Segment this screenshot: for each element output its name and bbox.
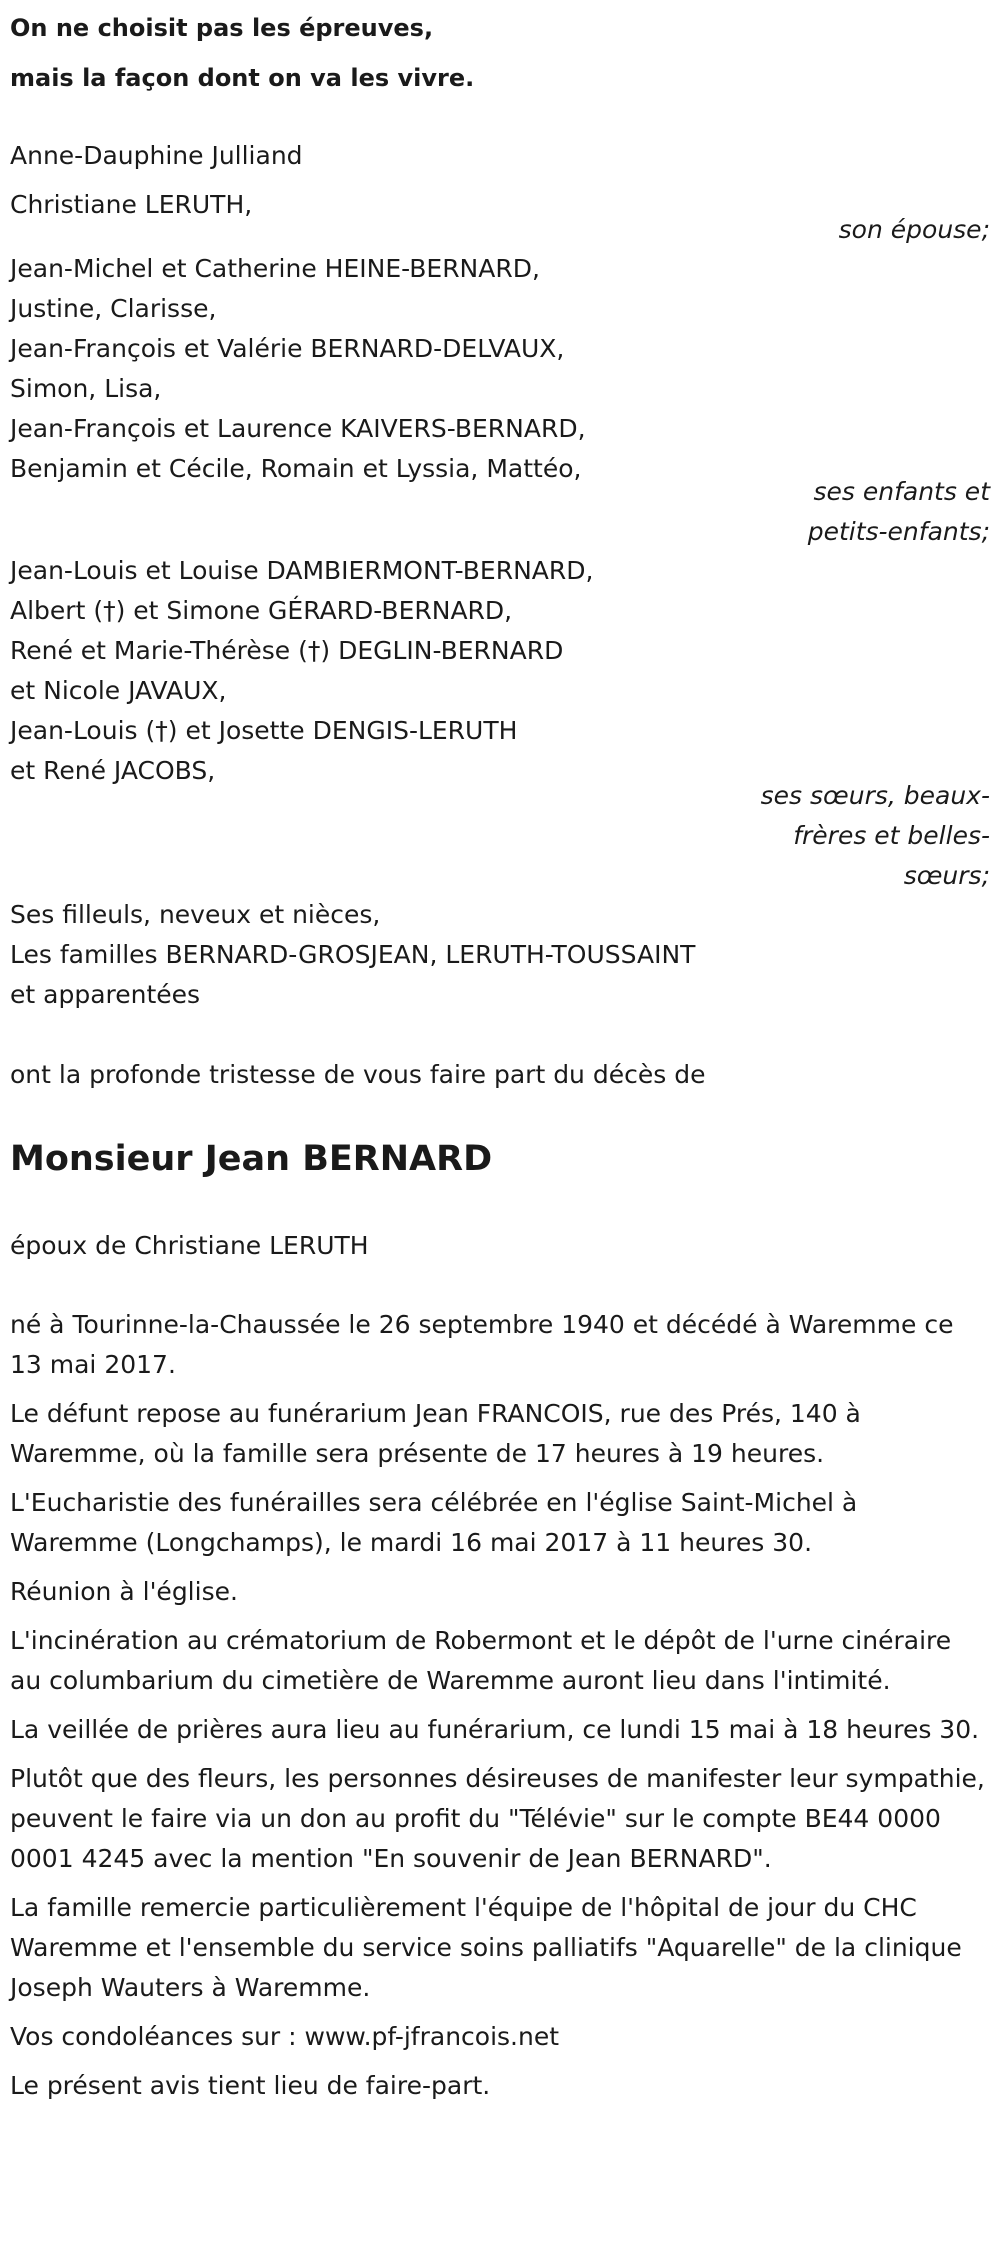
- family-line: Jean-François et Valérie BERNARD-DELVAUX,: [10, 334, 565, 363]
- family-line: et apparentées: [10, 980, 201, 1009]
- vigil-paragraph: La veillée de prières aura lieu au funérarium, ce lundi 15 mai à 18 heures 30.: [10, 1715, 980, 1744]
- family-line: Jean-Louis et Louise DAMBIERMONT-BERNARD,: [10, 556, 594, 585]
- family-line: et Nicole JAVAUX,: [10, 676, 227, 705]
- family-line: Jean-Michel et Catherine HEINE-BERNARD,: [10, 254, 540, 283]
- thanks-paragraph: La famille remercie particulièrement l'équipe de l'hôpital de jour du CHC Waremme et l'ensemble du service soins palliatifs "Aquarelle" de la clinique Joseph Wauters à Waremme.: [10, 1893, 962, 2002]
- role-label: frères et belles-: [793, 821, 990, 850]
- family-line: et René JACOBS,: [10, 756, 216, 785]
- meeting-paragraph: Réunion à l'église.: [10, 1577, 238, 1606]
- quote: [10, 2, 474, 102]
- family-line: Les familles BERNARD-GROSJEAN, LERUTH-TOUSSAINT: [10, 940, 696, 969]
- family-line: Jean-François et Laurence KAIVERS-BERNARD,: [10, 414, 586, 443]
- family-line: Simon, Lisa,: [10, 374, 162, 403]
- funerarium-paragraph: Le défunt repose au funérarium Jean FRANCOIS, rue des Prés, 140 à Waremme, où la famille sera présente de 17 heures à 19 heures.: [10, 1399, 861, 1468]
- notice-paragraph: Le présent avis tient lieu de faire-part.: [10, 2071, 491, 2100]
- details: [10, 1305, 990, 2106]
- family-line: Justine, Clarisse,: [10, 294, 217, 323]
- family-line: Jean-Louis (†) et Josette DENGIS-LERUTH: [10, 716, 518, 745]
- donation-paragraph: Plutôt que des fleurs, les personnes désireuses de manifester leur sympathie, peuvent le faire via un don au profit du "Télévie" sur le compte BE44 0000 0001 4245 avec la mention "En souvenir de Jean BERNARD".: [10, 1764, 985, 1873]
- announcement-text: ont la profonde tristesse de vous faire part du décès de: [10, 1060, 706, 1089]
- family-line: Christiane LERUTH,: [10, 190, 253, 219]
- family-line: René et Marie-Thérèse (†) DEGLIN-BERNARD: [10, 636, 564, 665]
- family-line: Albert (†) et Simone GÉRARD-BERNARD,: [10, 596, 513, 625]
- birth-death-paragraph: né à Tourinne-la-Chaussée le 26 septembre 1940 et décédé à Waremme ce 13 mai 2017.: [10, 1310, 954, 1379]
- role-label: son épouse;: [838, 215, 990, 244]
- eucharist-paragraph: L'Eucharistie des funérailles sera célébrée en l'église Saint-Michel à Waremme (Longchamps), le mardi 16 mai 2017 à 11 heures 30.: [10, 1488, 858, 1557]
- family-line: Benjamin et Cécile, Romain et Lyssia, Mattéo,: [10, 454, 582, 483]
- role-label: petits-enfants;: [807, 517, 990, 546]
- role-label: sœurs;: [903, 861, 990, 890]
- role-label: ses enfants et: [813, 477, 990, 506]
- family-line: Anne-Dauphine Julliand: [10, 141, 303, 170]
- cremation-paragraph: L'incinération au crématorium de Robermont et le dépôt de l'urne cinéraire au columbarium du cimetière de Waremme auront lieu dans l'intimité.: [10, 1626, 952, 1695]
- spouse-of: époux de Christiane LERUTH: [10, 1231, 369, 1260]
- condolences-paragraph: Vos condoléances sur : www.pf-jfrancois.net: [10, 2022, 560, 2051]
- family-line: Ses filleuls, neveux et nièces,: [10, 900, 381, 929]
- role-label: ses sœurs, beaux-: [760, 781, 990, 810]
- deceased-name: Monsieur Jean BERNARD: [10, 1139, 493, 1179]
- quote-line-1: On ne choisit pas les épreuves,: [10, 14, 434, 42]
- quote-line-2: mais la façon dont on va les vivre.: [10, 64, 475, 92]
